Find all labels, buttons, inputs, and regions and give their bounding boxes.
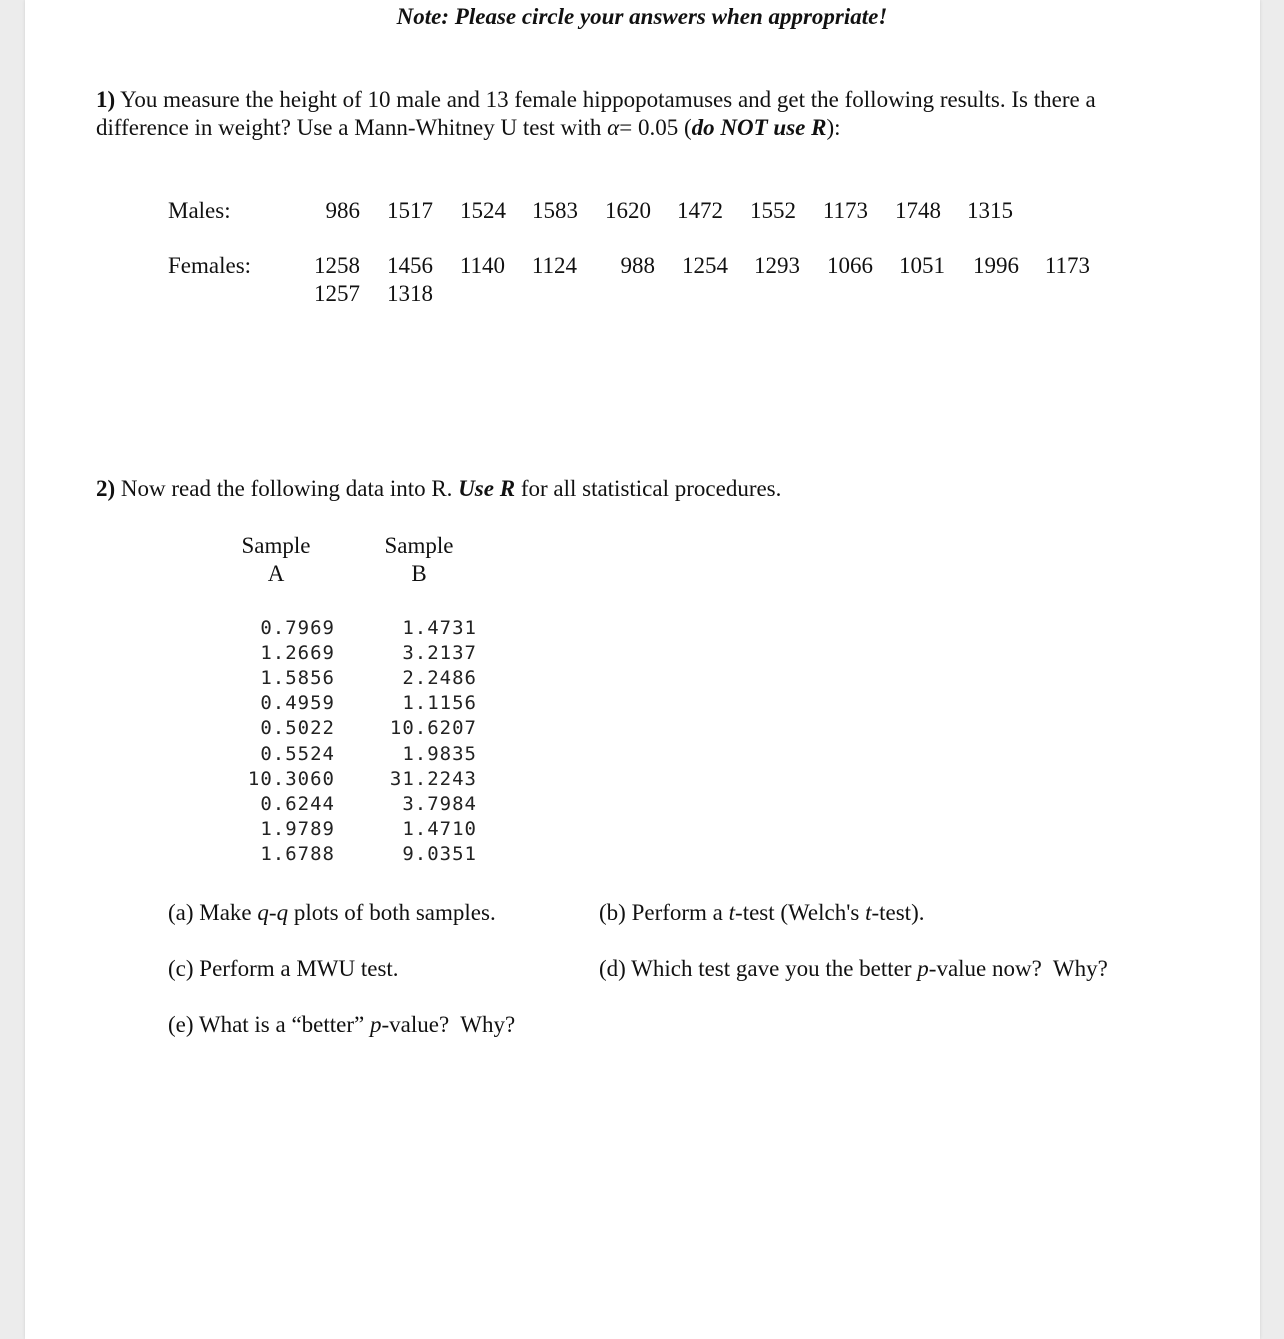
male-value: 1552	[750, 198, 796, 223]
sample-b-value: 10.6207	[389, 717, 477, 740]
female-value: 1051	[899, 253, 945, 278]
sample-b-value: 31.2243	[389, 767, 477, 790]
question-2-number: 2)	[96, 476, 116, 501]
males-label: Males:	[168, 198, 231, 223]
sample-a-value: 0.7969	[260, 617, 335, 639]
question-2-text	[96, 476, 781, 502]
sample-b-value: 2.2486	[402, 667, 477, 690]
question-1-close: ):	[826, 115, 841, 140]
female-value: 1066	[827, 253, 873, 278]
sample-b-value: 9.0351	[402, 842, 477, 865]
female-value: 1257	[314, 281, 360, 306]
sample-a-value: 10.3060	[247, 767, 335, 790]
question-1-number: 1)	[96, 87, 116, 112]
female-value: 1293	[754, 253, 800, 278]
sample-a-value: 0.4959	[260, 692, 335, 715]
question-2-body: Now read the following data into R.	[120, 476, 453, 501]
female-value: 1254	[682, 253, 728, 278]
male-value: 1748	[895, 198, 941, 223]
sample-b-header: Sample B	[384, 533, 454, 586]
alpha-symbol: α	[607, 115, 620, 140]
male-value: 986	[325, 198, 360, 223]
sample-b-value: 1.1156	[402, 692, 477, 715]
male-value: 1517	[387, 198, 433, 223]
male-value: 1173	[822, 198, 868, 223]
female-value: 1173	[1044, 253, 1090, 278]
female-value: 988	[620, 253, 655, 278]
male-value: 1472	[677, 198, 723, 223]
sample-b-value: 1.9835	[402, 742, 477, 765]
part-b: (b) Perform a t-test (Welch's t-test).	[599, 900, 925, 925]
alpha-value: = 0.05 (	[619, 115, 692, 140]
sample-a-header: Sample A	[241, 533, 311, 586]
female-value: 1140	[459, 253, 505, 278]
use-r-emphasis: Use R	[458, 476, 516, 501]
sample-b-value: 3.2137	[402, 642, 477, 665]
sample-a-value: 0.5022	[260, 717, 335, 740]
sample-a-value: 1.2669	[260, 642, 335, 665]
sample-a-value: 0.5524	[260, 742, 335, 765]
sample-a-value: 1.5856	[260, 667, 335, 690]
female-value: 1456	[387, 253, 433, 278]
female-value: 1318	[387, 281, 433, 306]
sample-a-value: 1.6788	[260, 842, 335, 865]
male-value: 1315	[967, 198, 1013, 223]
female-value: 1124	[531, 253, 577, 278]
part-a: (a) Make q-q plots of both samples.	[168, 900, 496, 925]
male-value: 1620	[605, 198, 651, 223]
male-value: 1583	[532, 198, 578, 223]
sample-a-value: 1.9789	[260, 817, 335, 840]
question-2-body-b: for all statistical procedures.	[520, 476, 782, 501]
no-r-emphasis: do NOT use R	[691, 115, 827, 140]
male-value: 1524	[460, 198, 506, 223]
sample-b-value: 1.4710	[402, 817, 477, 840]
part-d: (d) Which test gave you the better p-value now? Why?	[599, 956, 1108, 981]
sample-b-value: 3.7984	[402, 792, 477, 815]
question-1-text	[96, 86, 1186, 142]
question-1-body: You measure the height of 10 male and 13 female hippopotamuses and get the following results. Is there a difference in weight? Use a Mann-Whitney U test with	[96, 87, 1096, 140]
part-e: (e) What is a “better” p-value? Why?	[168, 1012, 516, 1037]
sample-b-value: 1.4731	[402, 617, 477, 639]
females-label: Females:	[168, 253, 252, 278]
sample-a-value: 0.6244	[260, 792, 335, 815]
female-value: 1258	[314, 253, 360, 278]
note-heading: Note: Please circle your answers when appropriate!	[396, 4, 888, 29]
part-c: (c) Perform a MWU test.	[168, 956, 399, 981]
female-value: 1996	[973, 253, 1019, 278]
